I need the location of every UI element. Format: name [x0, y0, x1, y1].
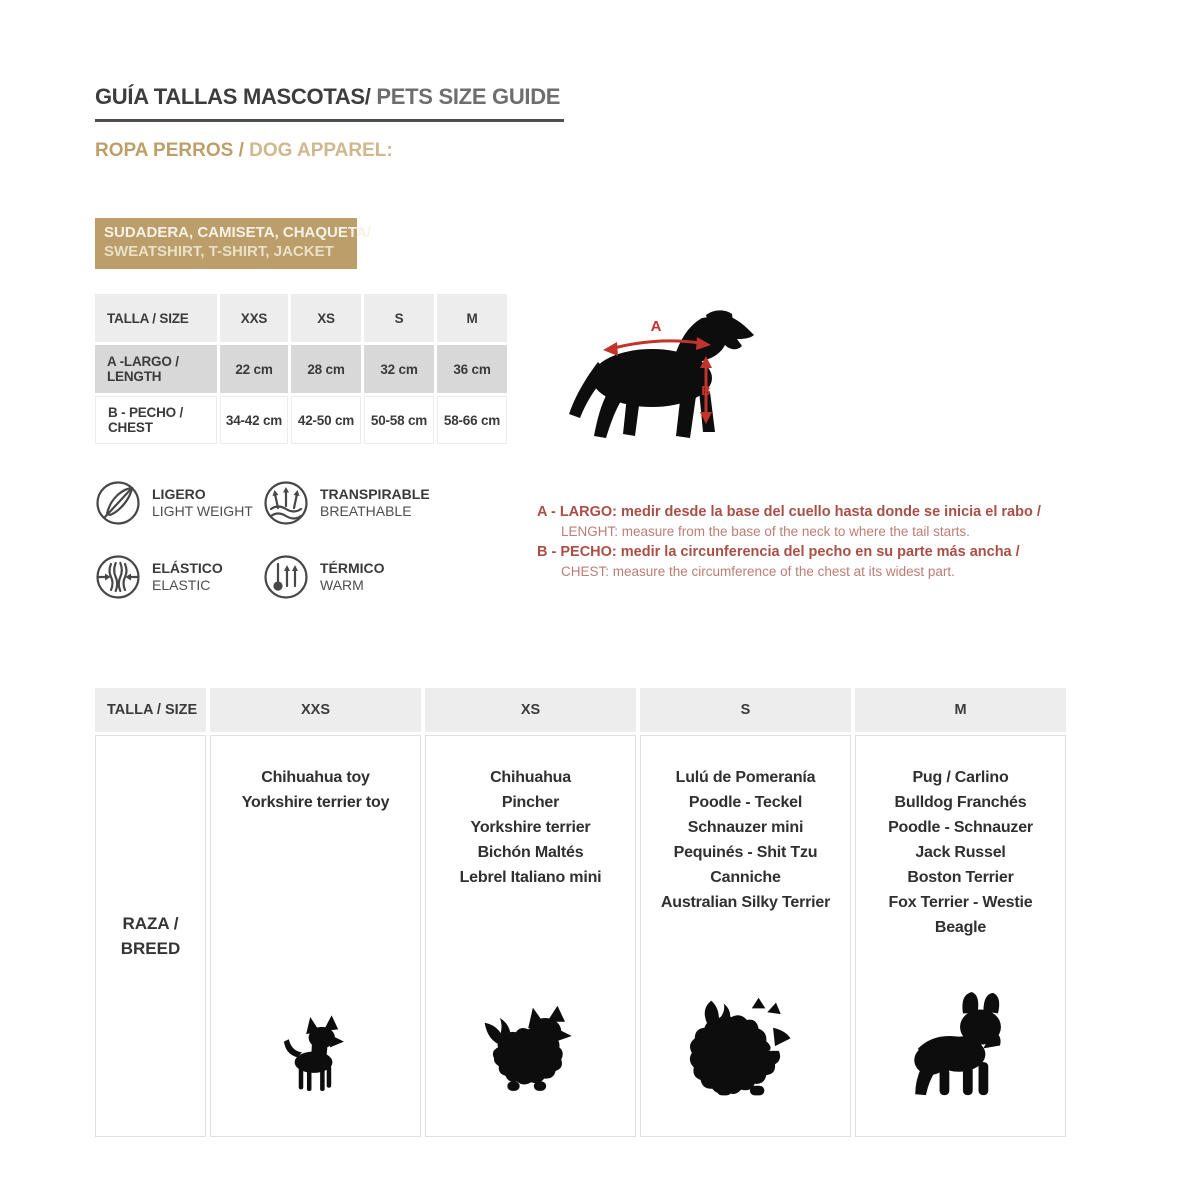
size-table-header-xxs: XXS: [220, 294, 288, 342]
length-xs: 28 cm: [291, 345, 361, 393]
chest-xxs: 34-42 cm: [220, 396, 288, 444]
length-m: 36 cm: [437, 345, 507, 393]
breed-row-label-es: RAZA /: [122, 913, 179, 933]
page-title-en: PETS SIZE GUIDE: [370, 84, 561, 109]
breed-list-xxs: [211, 736, 420, 815]
elastic-icon: [95, 554, 141, 600]
breed-item: Yorkshire terrier: [470, 819, 591, 836]
measure-dog-silhouette: [556, 298, 766, 450]
banner-line-en: SWEATSHIRT, T-SHIRT, JACKET: [104, 242, 334, 260]
breed-header-s: S: [640, 688, 851, 732]
garment-type-banner: [95, 218, 371, 269]
feature-warm: [263, 554, 385, 600]
breed-table-header: [95, 688, 1066, 732]
section-subtitle: [95, 140, 393, 162]
breed-item: Jack Russel: [915, 844, 1006, 861]
breed-item: Chihuahua: [490, 769, 571, 786]
note-a-es: A - LARGO: medir desde la base del cuello hasta donde se inicia el rabo /: [537, 504, 1041, 520]
breed-item: Lebrel Italiano mini: [459, 869, 602, 886]
breed-item: Poodle - Schnauzer: [888, 819, 1033, 836]
breed-table: [95, 688, 1066, 1137]
breed-item: Chihuahua toy: [261, 769, 370, 786]
breed-row-label-en: BREED: [120, 939, 181, 958]
dog-slot-s: [641, 994, 850, 1102]
chest-xs: 42-50 cm: [291, 396, 361, 444]
feature-lightweight: [95, 480, 253, 526]
breed-cell-xxs: [210, 735, 421, 1137]
size-table: [95, 294, 507, 444]
breed-list-xs: [426, 736, 635, 890]
chest-s: 50-58 cm: [364, 396, 434, 444]
breed-item: Yorkshire terrier toy: [241, 794, 390, 811]
dog-slot-xxs: [211, 1006, 420, 1102]
breed-item: Lulú de Pomeranía: [675, 769, 816, 786]
length-s: 32 cm: [364, 345, 434, 393]
measuring-notes: [537, 502, 1041, 582]
page-title-es: GUÍA TALLAS MASCOTAS/: [95, 84, 371, 109]
breed-item: Australian Silky Terrier: [660, 894, 831, 911]
size-table-header-xs: XS: [291, 294, 361, 342]
feature-label-es: TRANSPIRABLE: [320, 485, 430, 502]
breed-item: Beagle: [934, 919, 987, 936]
length-xxs: 22 cm: [220, 345, 288, 393]
breed-item: Bulldog Franchés: [894, 794, 1027, 811]
breed-item: Canniche: [710, 869, 781, 886]
subtitle-en: DOG APPAREL:: [249, 140, 393, 161]
breathable-icon: [263, 480, 309, 526]
dog-slot-m: [856, 990, 1065, 1102]
note-a-en: LENGHT: measure from the base of the neck to where the tail starts.: [561, 524, 970, 539]
breed-item: Schnauzer mini: [687, 819, 804, 836]
feature-label-en: BREATHABLE: [320, 503, 412, 519]
breed-cell-m: [855, 735, 1066, 1137]
breed-item: Pincher: [501, 794, 560, 811]
chest-m: 58-66 cm: [437, 396, 507, 444]
feature-elastic: [95, 554, 223, 600]
feather-icon: [95, 480, 141, 526]
page-title: [95, 84, 564, 122]
breed-item: Pug / Carlino: [912, 769, 1009, 786]
feature-label-es: ELÁSTICO: [152, 559, 223, 576]
breed-item: Poodle - Teckel: [688, 794, 803, 811]
arrow-b-label: B: [701, 383, 711, 398]
breed-header-m: M: [855, 688, 1066, 732]
breed-cell-xs: [425, 735, 636, 1137]
measure-diagram: [556, 298, 766, 450]
feature-breathable: [263, 480, 430, 526]
breed-cell-s: [640, 735, 851, 1137]
breed-header-xxs: XXS: [210, 688, 421, 732]
breed-list-s: [641, 736, 850, 915]
french-bulldog-silhouette: [902, 990, 1020, 1102]
note-b-es: B - PECHO: medir la circunferencia del pecho en su parte más ancha /: [537, 544, 1020, 560]
subtitle-es: ROPA PERROS /: [95, 140, 250, 161]
breed-table-body: [95, 735, 1066, 1137]
feature-label-en: WARM: [320, 577, 364, 593]
breed-list-m: [856, 736, 1065, 940]
pomeranian-silhouette: [688, 994, 804, 1102]
chihuahua-silhouette: [279, 1006, 353, 1102]
size-table-header-m: M: [437, 294, 507, 342]
banner-line-es: SUDADERA, CAMISETA, CHAQUETA/: [104, 224, 371, 241]
breed-header-xs: XS: [425, 688, 636, 732]
arrow-a-label: A: [650, 318, 662, 335]
breed-header-label: TALLA / SIZE: [95, 688, 206, 732]
thermometer-icon: [263, 554, 309, 600]
length-row-label: A -LARGO / LENGTH: [95, 345, 217, 393]
breed-item: Pequinés - Shit Tzu: [673, 844, 818, 861]
longhair-chihuahua-silhouette: [479, 1004, 583, 1102]
feature-label-es: TÉRMICO: [320, 559, 385, 576]
feature-label-en: LIGHT WEIGHT: [152, 503, 253, 519]
size-table-header-s: S: [364, 294, 434, 342]
breed-item: Boston Terrier: [907, 869, 1014, 886]
note-b-en: CHEST: measure the circumference of the chest at its widest part.: [561, 564, 955, 579]
breed-row-label: [95, 735, 206, 1137]
feature-label-en: ELASTIC: [152, 577, 211, 593]
size-table-header-label: TALLA / SIZE: [95, 294, 217, 342]
feature-label-es: LIGERO: [152, 485, 206, 502]
breed-item: Bichón Maltés: [477, 844, 584, 861]
dog-slot-xs: [426, 1004, 635, 1102]
chest-row-label: B - PECHO / CHEST: [95, 396, 217, 444]
breed-item: Fox Terrier - Westie: [888, 894, 1033, 911]
